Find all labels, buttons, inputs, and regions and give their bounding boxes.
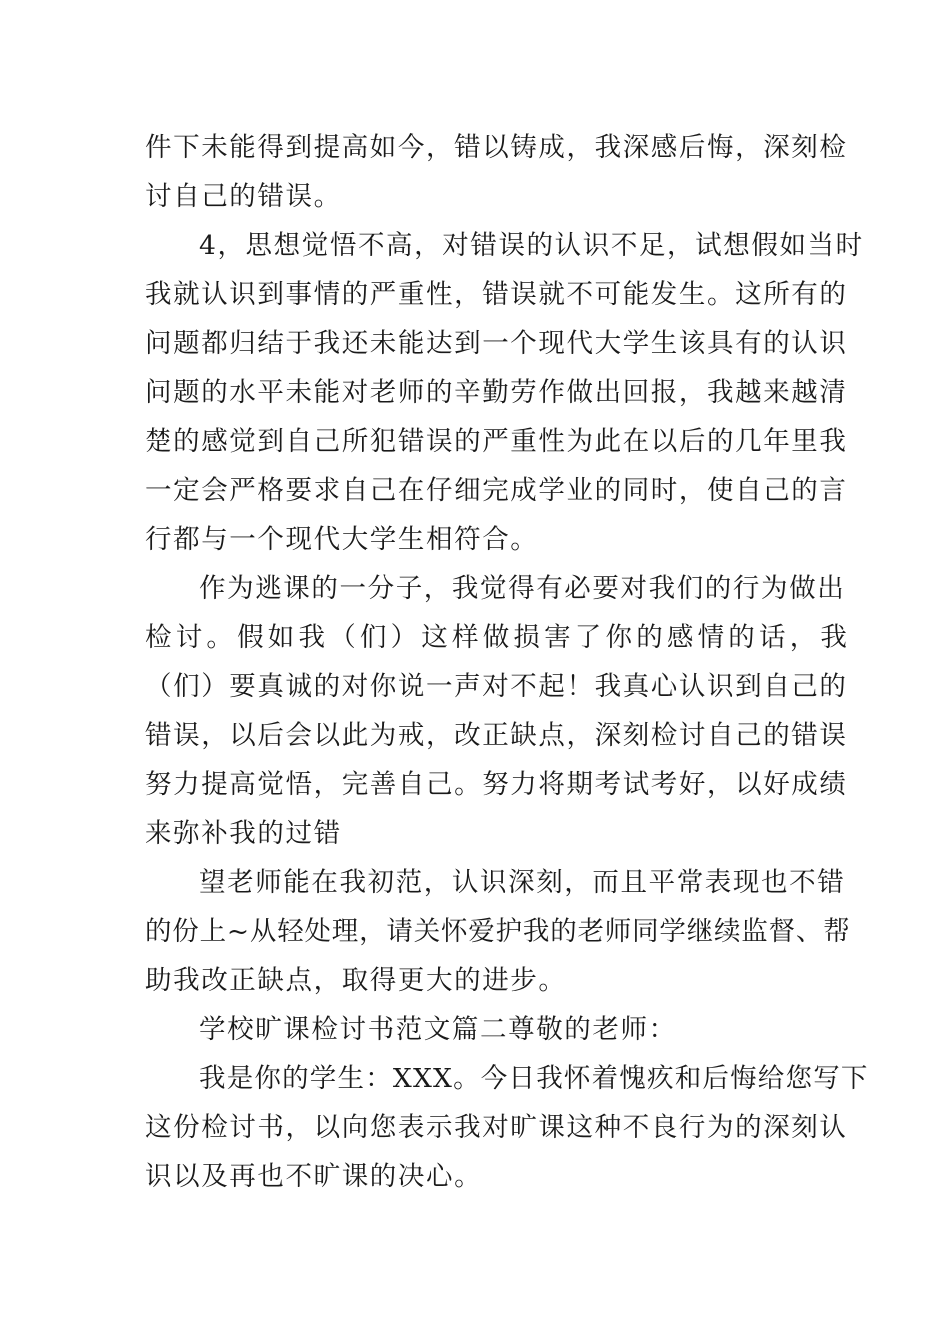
text-line: 错误，以后会以此为戒，改正缺点，深刻检讨自己的错误 <box>145 720 848 751</box>
text-line: 学校旷课检讨书范文篇二尊敬的老师： <box>199 1014 677 1045</box>
text-line: （们）要真诚的对你说一声对不起！我真心认识到自己的 <box>145 671 848 702</box>
text-line: 我是你的学生：XXX。今日我怀着愧疚和后悔给您写下 <box>199 1063 869 1094</box>
text-line: 检讨。假如我（们）这样做损害了你的感情的话，我 <box>145 622 852 653</box>
text-line: 讨自己的错误。 <box>145 181 342 212</box>
text-line: 作为逃课的一分子，我觉得有必要对我们的行为做出 <box>199 573 846 604</box>
document-body <box>145 123 869 1201</box>
text-line: 问题的水平未能对老师的辛勤劳作做出回报，我越来越清 <box>145 377 848 408</box>
text-line: 这份检讨书，以向您表示我对旷课这种不良行为的深刻认 <box>145 1112 848 1143</box>
text-line: 努力提高觉悟，完善自己。努力将期考试考好，以好成绩 <box>145 769 848 800</box>
text-line: 的份上~从轻处理，请关怀爱护我的老师同学继续监督、帮 <box>145 916 851 947</box>
paragraph-5 <box>145 1005 809 1054</box>
paragraph-3 <box>145 564 852 858</box>
text-line: 4，思想觉悟不高，对错误的认识不足，试想假如当时 <box>199 230 864 261</box>
text-line: 来弥补我的过错 <box>145 818 342 849</box>
text-line: 我就认识到事情的严重性，错误就不可能发生。这所有的 <box>145 279 848 310</box>
text-line: 件下未能得到提高如今，错以铸成，我深感后悔，深刻检 <box>145 132 848 163</box>
paragraph-4 <box>145 858 851 1005</box>
text-line: 问题都归结于我还未能达到一个现代大学生该具有的认识 <box>145 328 848 359</box>
text-line: 一定会严格要求自己在仔细完成学业的同时，使自己的言 <box>145 475 848 506</box>
paragraph-1 <box>145 123 848 221</box>
text-line: 识以及再也不旷课的决心。 <box>145 1161 483 1192</box>
text-line: 助我改正缺点，取得更大的进步。 <box>145 965 567 996</box>
paragraph-2 <box>145 221 864 564</box>
text-line: 行都与一个现代大学生相符合。 <box>145 524 539 555</box>
text-line: 望老师能在我初范，认识深刻，而且平常表现也不错 <box>199 867 846 898</box>
text-line: 楚的感觉到自己所犯错误的严重性为此在以后的几年里我 <box>145 426 848 457</box>
paragraph-6 <box>145 1054 869 1201</box>
